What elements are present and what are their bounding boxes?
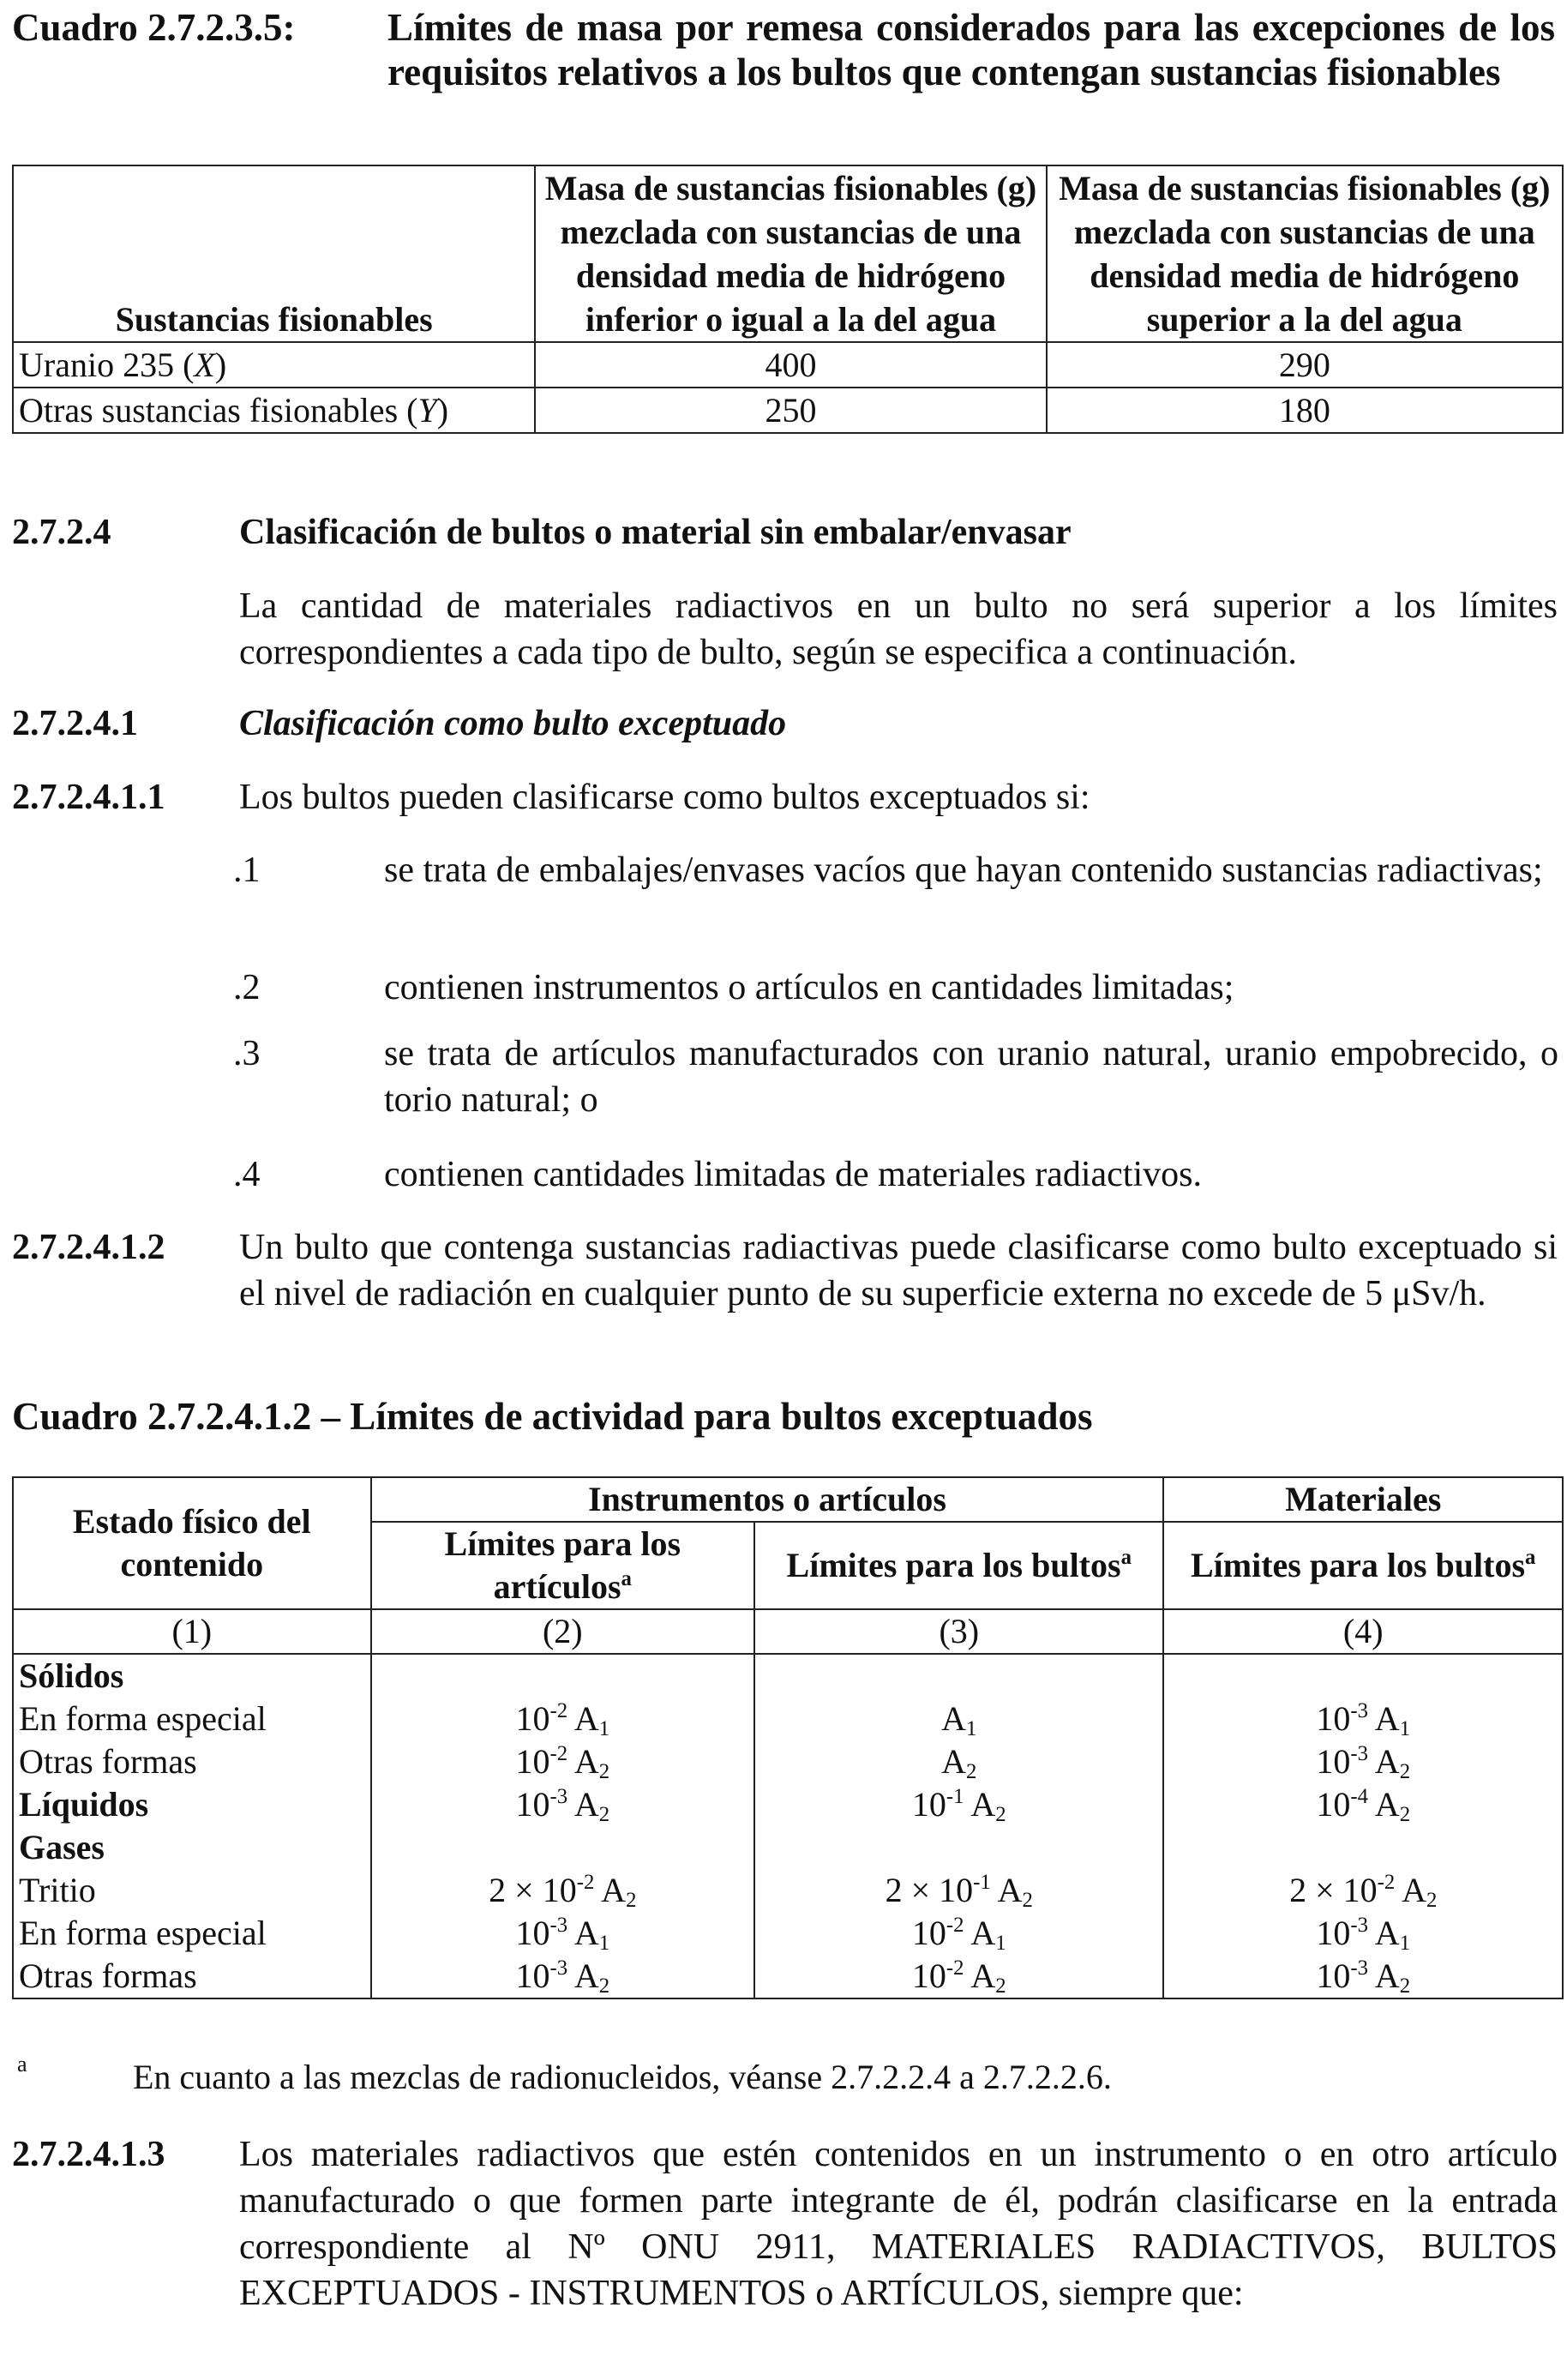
column-number: (1) (13, 1609, 371, 1654)
table-row (13, 1869, 1563, 1912)
caption-number: Cuadro 2.7.2.3.5: (12, 6, 296, 49)
table-row (13, 342, 1563, 388)
list-item-text: contienen instrumentos o artículos en cantidades limitadas; (384, 968, 1234, 1007)
section-number: 2.7.2.4.1.3 (12, 2135, 165, 2174)
footnote-mark: a (17, 2052, 27, 2076)
section-number: 2.7.2.4.1 (12, 704, 138, 743)
cell-value: $10^{-1}$ $A_2$ (754, 1783, 1163, 1826)
list-item-number: .4 (233, 1155, 261, 1194)
column-number: (3) (754, 1609, 1163, 1654)
list-item-text: se trata de artículos manufacturados con uranio natural, uranio empobrecido, o torio natural; o (384, 1034, 1558, 1120)
header-physical-state: Estado físico del contenido (13, 1477, 371, 1609)
cell-value: $10^{-2}$ $A_1$ (754, 1912, 1163, 1955)
table-header-row (13, 1477, 1563, 1522)
header-instruments-articles: Instrumentos o artículos (371, 1477, 1164, 1522)
header-fissile-substances: Sustancias fisionables (13, 165, 535, 342)
header-mass-high-hydrogen: Masa de sustancias fisionables (g) mezclada con sustancias de una densidad media de hidrógeno superior a la del agua (1047, 165, 1563, 342)
row-label: En forma especial (13, 1698, 371, 1740)
row-label: Sólidos (13, 1654, 371, 1698)
cell-value: 290 (1047, 342, 1563, 388)
cell-value: $2 \times 10^{-1}$ $A_2$ (754, 1869, 1163, 1912)
cell-value: $2 \times 10^{-2}$ $A_2$ (371, 1869, 755, 1912)
column-number-row (13, 1609, 1563, 1654)
row-label: Uranio 235 (X) (13, 342, 535, 388)
cell-value: $10^{-3}$ $A_1$ (1163, 1698, 1563, 1740)
section-title: Clasificación como bulto exceptuado (239, 704, 787, 743)
column-number: (4) (1163, 1609, 1563, 1654)
fissile-mass-limits-table (12, 165, 1564, 434)
cell-value: $10^{-3}$ $A_2$ (1163, 1955, 1563, 1998)
cell-value: $A_1$ (754, 1698, 1163, 1740)
cell-value: $10^{-3}$ $A_2$ (371, 1955, 755, 1998)
header-materials: Materiales (1163, 1477, 1563, 1522)
cell-value: 400 (535, 342, 1046, 388)
row-label: Otras formas (13, 1740, 371, 1783)
cell-value: $10^{-3}$ $A_2$ (371, 1783, 755, 1826)
column-number: (2) (371, 1609, 755, 1654)
table-caption-2-7-2-4-1-2: Cuadro 2.7.2.4.1.2 – Límites de actividad para bultos exceptuados (12, 1395, 1093, 1438)
section-number: 2.7.2.4 (12, 513, 111, 552)
table-row (13, 1826, 1563, 1869)
section-number: 2.7.2.4.1.1 (12, 778, 165, 817)
activity-limits-table (12, 1476, 1564, 1999)
cell-value: $10^{-3}$ $A_1$ (1163, 1912, 1563, 1955)
cell-value: 180 (1047, 388, 1563, 433)
section-number: 2.7.2.4.1.2 (12, 1228, 165, 1267)
cell-value: 250 (535, 388, 1046, 433)
header-package-limits: Límites para los bultos$^a$ (1163, 1522, 1563, 1609)
cell-value: $10^{-4}$ $A_2$ (1163, 1783, 1563, 1826)
table-row (13, 1740, 1563, 1783)
row-label: En forma especial (13, 1912, 371, 1955)
list-item-text: se trata de embalajes/envases vacíos que hayan contenido sustancias radiactivas; (384, 850, 1543, 890)
footnote-text: En cuanto a las mezclas de radionucleidos, véanse 2.7.2.2.4 a 2.7.2.2.6. (133, 2058, 1112, 2096)
list-item-number: .1 (233, 850, 261, 890)
cell-value: $10^{-3}$ $A_2$ (1163, 1740, 1563, 1783)
cell-value (371, 1654, 755, 1698)
cell-value: $10^{-2}$ $A_1$ (371, 1698, 755, 1740)
row-label: Gases (13, 1826, 371, 1869)
table-row (13, 388, 1563, 433)
row-label: Líquidos (13, 1783, 371, 1826)
section-title: Clasificación de bultos o material sin embalar/envasar (239, 513, 1072, 552)
table-row (13, 1955, 1563, 1998)
header-article-limits: Límites para los artículos$^a$ (371, 1522, 755, 1609)
row-label: Otras formas (13, 1955, 371, 1998)
cell-value: $10^{-2}$ $A_2$ (754, 1955, 1163, 1998)
cell-value (754, 1826, 1163, 1869)
cell-value (754, 1654, 1163, 1698)
table-row (13, 1783, 1563, 1826)
list-item-number: .2 (233, 968, 261, 1007)
cell-value: $10^{-2}$ $A_2$ (371, 1740, 755, 1783)
table-header-row (13, 165, 1563, 342)
cell-value: $10^{-3}$ $A_1$ (371, 1912, 755, 1955)
row-label: Otras sustancias fisionables (Y) (13, 388, 535, 433)
cell-value (1163, 1654, 1563, 1698)
caption-text: Límites de masa por remesa considerados para las excepciones de los requisitos relativos a los bultos que contengan sustancias fisionables (387, 6, 1555, 93)
cell-value (1163, 1826, 1563, 1869)
header-package-limits: Límites para los bultos$^a$ (754, 1522, 1163, 1609)
section-body: Los bultos pueden clasificarse como bultos exceptuados si: (239, 778, 1090, 817)
table-row (13, 1912, 1563, 1955)
cell-value (371, 1826, 755, 1869)
cell-value: $2 \times 10^{-2}$ $A_2$ (1163, 1869, 1563, 1912)
list-item-text: contienen cantidades limitadas de materiales radiactivos. (384, 1155, 1202, 1194)
list-item-number: .3 (233, 1034, 261, 1073)
table-row (13, 1654, 1563, 1698)
section-body: Los materiales radiactivos que estén contenidos en un instrumento o en otro artículo manufacturado o que formen parte integrante de él, podrán clasificarse en la entrada correspondiente al Nº ONU 2911, MATERIALES RADIACTIVOS, BULTOS EXCEPTUADOS - INSTRUMENTOS o ARTÍCULOS, siempre que: (239, 2135, 1558, 2313)
section-body: Un bulto que contenga sustancias radiactivas puede clasificarse como bulto exceptuado si el nivel de radiación en cualquier punto de su superficie externa no excede de 5 μSv/h. (239, 1228, 1558, 1313)
section-body: La cantidad de materiales radiactivos en un bulto no será superior a los límites correspondientes a cada tipo de bulto, según se especifica a continuación. (239, 586, 1558, 672)
cell-value: $A_2$ (754, 1740, 1163, 1783)
header-mass-low-hydrogen: Masa de sustancias fisionables (g) mezclada con sustancias de una densidad media de hidrógeno inferior o igual a la del agua (535, 165, 1046, 342)
row-label: Tritio (13, 1869, 371, 1912)
table-row (13, 1698, 1563, 1740)
